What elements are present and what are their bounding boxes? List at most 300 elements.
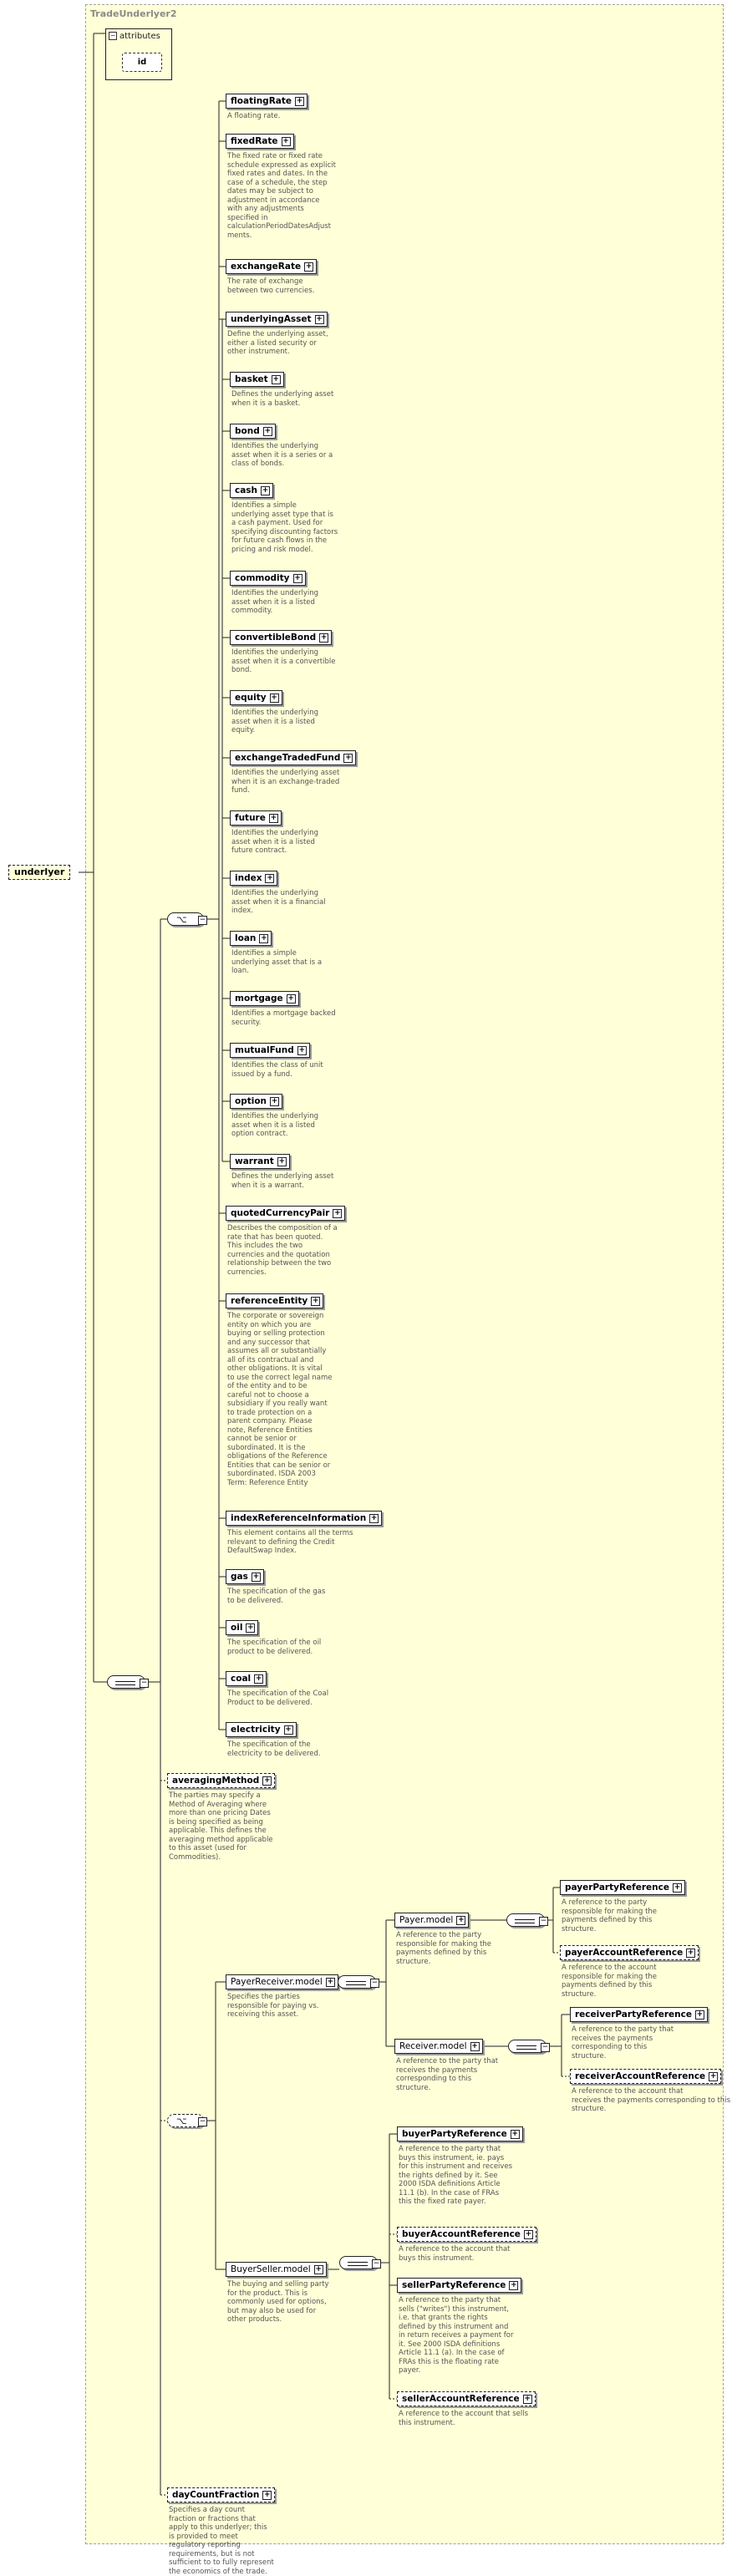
- description-line: the rights defined by it. See: [399, 2172, 512, 2181]
- description-line: payments defined by this: [562, 1916, 657, 1925]
- description-line: DefaultSwap Index.: [227, 1547, 353, 1556]
- description-line: buys this instrument.: [399, 2254, 511, 2264]
- expand-icon[interactable]: +: [509, 2281, 518, 2290]
- description-line: other products.: [227, 2315, 329, 2324]
- element-seller-party-reference[interactable]: [397, 2278, 521, 2293]
- description-line: This element contains all the terms: [227, 1529, 353, 1538]
- description-line: Identifies a simple: [231, 949, 322, 958]
- description-line: structure.: [572, 2105, 730, 2114]
- element-label: option: [235, 1096, 267, 1106]
- element-quoted-currency-pair[interactable]: [226, 1206, 345, 1221]
- collapse-icon[interactable]: −: [372, 2259, 381, 2269]
- expand-icon[interactable]: +: [319, 633, 328, 643]
- element-description: [227, 1588, 325, 1605]
- element-description: [227, 152, 336, 240]
- element-payer-account-reference[interactable]: [560, 1945, 699, 1960]
- expand-icon[interactable]: +: [369, 1514, 379, 1523]
- element-label: cash: [235, 485, 257, 495]
- expand-icon[interactable]: +: [270, 694, 279, 703]
- element-cash[interactable]: [230, 483, 273, 498]
- expand-icon[interactable]: +: [333, 1209, 342, 1218]
- expand-icon[interactable]: +: [709, 2072, 718, 2081]
- element-description: [231, 589, 318, 616]
- element-label: warrant: [235, 1156, 274, 1166]
- description-line: Defines the underlying asset: [231, 1172, 333, 1181]
- expand-icon[interactable]: +: [470, 2042, 480, 2051]
- element-payer-party-reference[interactable]: [560, 1880, 685, 1895]
- description-line: to this asset (used for: [169, 1844, 273, 1853]
- expand-icon[interactable]: +: [343, 754, 353, 763]
- element-mutual-fund[interactable]: [230, 1043, 310, 1058]
- element-description: [227, 1312, 332, 1487]
- element-payer-receiver-model[interactable]: [226, 1974, 338, 1989]
- collapse-icon[interactable]: −: [539, 1917, 548, 1926]
- element-label: receiverAccountReference: [575, 2071, 705, 2081]
- element-loan[interactable]: [230, 931, 272, 946]
- description-line: The specification of the oil: [227, 1639, 321, 1648]
- description-line: entity on which you are: [227, 1321, 332, 1330]
- sequence-receiver[interactable]: [508, 2040, 546, 2053]
- expand-icon[interactable]: +: [523, 2395, 532, 2404]
- expand-icon[interactable]: +: [326, 1978, 335, 1987]
- element-future[interactable]: [230, 810, 282, 826]
- description-line: A reference to the account: [562, 1964, 657, 1973]
- element-label: index: [235, 873, 262, 883]
- description-line: underlying asset type that is: [231, 511, 338, 520]
- sequence-icon: [516, 2045, 536, 2050]
- element-label: equity: [235, 693, 267, 703]
- description-line: 11.1 (b). In the case of FRAs: [399, 2189, 512, 2198]
- choice-party[interactable]: [167, 2114, 204, 2127]
- element-description: [231, 1112, 318, 1139]
- description-line: asset when it is a listed: [231, 1121, 318, 1130]
- element-commodity[interactable]: [230, 571, 306, 586]
- description-line: is provided to meet: [169, 2533, 274, 2542]
- element-exchange-traded-fund[interactable]: [230, 750, 356, 765]
- expand-icon[interactable]: +: [246, 1623, 255, 1633]
- element-label: indexReferenceInformation: [231, 1513, 366, 1523]
- expand-icon[interactable]: +: [269, 814, 278, 823]
- description-line: ments.: [227, 231, 336, 241]
- description-line: future contract.: [231, 846, 318, 856]
- description-line: receives the payments: [396, 2066, 498, 2076]
- element-label: underlyingAsset: [231, 314, 312, 324]
- element-index[interactable]: [230, 871, 277, 886]
- description-line: structure.: [396, 2084, 498, 2093]
- description-line: payments defined by this: [562, 1981, 657, 1990]
- element-label: mutualFund: [235, 1045, 294, 1055]
- collapse-icon[interactable]: −: [198, 916, 207, 925]
- description-line: Product to be delivered.: [227, 1699, 328, 1708]
- description-line: and any successor that: [227, 1339, 332, 1348]
- description-line: A reference to the account that: [399, 2245, 511, 2254]
- sequence-main[interactable]: [107, 1675, 145, 1689]
- expand-icon[interactable]: +: [511, 2130, 520, 2139]
- element-label: exchangeTradedFund: [235, 753, 340, 763]
- expand-icon[interactable]: +: [254, 1674, 263, 1684]
- description-line: structure.: [562, 1925, 657, 1934]
- expand-icon[interactable]: +: [686, 1949, 695, 1958]
- description-line: applicable. This defines the: [169, 1827, 273, 1836]
- element-description: [399, 2296, 514, 2375]
- element-label: payerPartyReference: [565, 1882, 669, 1893]
- sequence-payer[interactable]: [506, 1913, 545, 1927]
- element-description: [231, 1061, 323, 1079]
- sequence-icon: [346, 1981, 366, 1985]
- element-option[interactable]: [230, 1094, 282, 1109]
- description-line: sufficient to to fully represent: [169, 2558, 274, 2568]
- element-bond[interactable]: [230, 424, 276, 439]
- description-line: defined by this instrument and: [399, 2323, 514, 2332]
- description-line: regulatory reporting: [169, 2541, 274, 2550]
- element-description: [572, 2087, 730, 2114]
- description-line: Identifies the underlying: [231, 442, 333, 451]
- description-line: Commodities).: [169, 1853, 273, 1862]
- element-label: exchangeRate: [231, 262, 301, 272]
- element-description: [227, 1993, 318, 2020]
- description-line: The specification of the Coal: [227, 1689, 328, 1699]
- description-line: calculationPeriodDatesAdjust: [227, 222, 336, 231]
- description-line: Entities that can be senior or: [227, 1461, 332, 1471]
- element-coal[interactable]: [226, 1671, 267, 1686]
- element-description: [231, 949, 322, 976]
- element-label: future: [235, 813, 266, 823]
- element-description: [399, 2145, 512, 2207]
- description-line: Identifies a mortgage backed: [231, 1009, 336, 1019]
- description-line: specified in: [227, 214, 336, 223]
- description-line: bond.: [231, 666, 335, 675]
- element-warrant[interactable]: [230, 1154, 290, 1169]
- element-basket[interactable]: [230, 372, 284, 387]
- element-floating-rate[interactable]: [226, 94, 308, 109]
- expand-icon[interactable]: +: [287, 994, 296, 1003]
- description-line: commonly used for options,: [227, 2298, 329, 2307]
- description-line: responsible for making the: [562, 1908, 657, 1917]
- description-line: asset when it is a listed: [231, 838, 318, 847]
- expand-icon[interactable]: +: [282, 137, 291, 146]
- element-description: [399, 2245, 511, 2263]
- description-line: Identifies the underlying: [231, 829, 318, 838]
- description-line: this the fixed rate payer.: [399, 2197, 512, 2207]
- sequence-icon: [348, 2262, 368, 2266]
- description-line: Describes the composition of a: [227, 1224, 338, 1233]
- element-description: [227, 1689, 328, 1707]
- element-underlying-asset[interactable]: [226, 312, 328, 327]
- element-oil[interactable]: [226, 1620, 258, 1635]
- description-line: buying or selling protection: [227, 1329, 332, 1339]
- attribute-id[interactable]: id: [122, 53, 162, 72]
- element-equity[interactable]: [230, 690, 282, 705]
- element-description: [396, 2057, 498, 2092]
- expand-icon[interactable]: +: [265, 874, 274, 883]
- description-line: 2000 ISDA definitions Article: [399, 2180, 512, 2189]
- description-line: relationship between the two: [227, 1259, 338, 1268]
- element-label: BuyerSeller.model: [231, 2264, 311, 2274]
- expand-icon[interactable]: +: [272, 375, 281, 384]
- expand-icon[interactable]: +: [277, 1157, 287, 1166]
- element-receiver-party-reference[interactable]: [570, 2007, 708, 2022]
- description-line: more than one pricing Dates: [169, 1809, 273, 1818]
- element-label: quotedCurrencyPair: [231, 1208, 329, 1218]
- element-label: dayCountFraction: [172, 2490, 259, 2500]
- description-line: Identifies the underlying: [231, 1112, 318, 1121]
- description-line: loan.: [231, 967, 322, 976]
- element-description: [231, 769, 339, 795]
- description-line: currencies and the quotation: [227, 1251, 338, 1260]
- expand-icon[interactable]: +: [695, 2010, 704, 2020]
- description-line: A reference to the party that: [399, 2145, 512, 2154]
- collapse-icon[interactable]: −: [541, 2043, 550, 2052]
- choice-icon: ⌥: [176, 2115, 187, 2127]
- element-day-count-fraction[interactable]: [167, 2487, 275, 2502]
- description-line: class of bonds.: [231, 460, 333, 469]
- expand-icon[interactable]: +: [262, 2491, 272, 2500]
- description-line: with any adjustments: [227, 205, 336, 214]
- description-line: underlying asset that is a: [231, 958, 322, 968]
- description-line: averaging method applicable: [169, 1836, 273, 1845]
- element-convertible-bond[interactable]: [230, 630, 332, 645]
- description-line: A reference to the account that sells: [399, 2410, 528, 2419]
- element-label: averagingMethod: [172, 1776, 259, 1786]
- element-description: [231, 1009, 336, 1027]
- description-line: buys this instrument, ie. pays: [399, 2154, 512, 2163]
- description-line: Defines the underlying asset: [231, 390, 333, 399]
- expand-icon[interactable]: +: [284, 1725, 293, 1735]
- expand-icon[interactable]: +: [261, 486, 270, 495]
- description-line: for this instrument and receives: [399, 2162, 512, 2172]
- description-line: for future cash flows in the: [231, 536, 338, 546]
- expand-icon[interactable]: +: [262, 1776, 272, 1786]
- description-line: Article 11.1 (a). In the case of: [399, 2349, 514, 2358]
- element-description: [231, 501, 338, 554]
- description-line: A reference to the party that: [396, 2057, 498, 2066]
- description-line: case of a schedule, the step: [227, 179, 336, 188]
- description-line: when it is a warrant.: [231, 1181, 333, 1191]
- expand-icon[interactable]: +: [259, 934, 268, 943]
- description-line: A floating rate.: [227, 112, 280, 121]
- element-gas[interactable]: [226, 1569, 264, 1584]
- expand-icon[interactable]: +: [304, 262, 313, 272]
- element-description: [562, 1898, 657, 1933]
- description-line: Identifies the class of unit: [231, 1061, 323, 1070]
- description-line: other instrument.: [227, 348, 328, 357]
- element-description: [231, 1172, 333, 1190]
- description-line: responsible for paying vs.: [227, 2002, 318, 2011]
- description-line: a cash payment. Used for: [231, 519, 338, 528]
- description-line: is being specified as being: [169, 1818, 273, 1827]
- description-line: Identifies a simple: [231, 501, 338, 511]
- description-line: fraction or fractions that: [169, 2515, 274, 2524]
- sequence-buyer-seller[interactable]: [339, 2256, 378, 2269]
- description-line: subsidiary if you really want: [227, 1400, 332, 1409]
- description-line: other obligations. It is vital: [227, 1364, 332, 1374]
- sequence-icon: [515, 1919, 535, 1923]
- element-description: [227, 2280, 329, 2324]
- element-fixed-rate[interactable]: [226, 134, 294, 149]
- element-description: [231, 829, 318, 856]
- element-description: [399, 2410, 528, 2427]
- choice-icon: ⌥: [176, 913, 187, 926]
- element-label: PayerReceiver.model: [231, 1977, 323, 1987]
- description-line: adjustment in accordance: [227, 196, 336, 206]
- description-line: cannot be senior or: [227, 1435, 332, 1444]
- expand-icon[interactable]: +: [524, 2230, 533, 2239]
- collapse-icon[interactable]: −: [109, 32, 117, 40]
- description-line: assumes all or substantially: [227, 1347, 332, 1356]
- description-line: The buying and selling party: [227, 2280, 329, 2289]
- description-line: payer.: [399, 2366, 514, 2375]
- description-line: The corporate or sovereign: [227, 1312, 332, 1321]
- description-line: structure.: [572, 2052, 674, 2061]
- element-label: buyerPartyReference: [402, 2129, 507, 2139]
- element-label: coal: [231, 1674, 251, 1684]
- type-title: TradeUnderlyer2: [90, 8, 176, 19]
- description-line: Identifies the underlying: [231, 889, 326, 898]
- element-description: [227, 330, 328, 357]
- description-line: fixed rates and dates. In the: [227, 170, 336, 179]
- description-line: receives the payments: [572, 2035, 674, 2044]
- element-receiver-account-reference[interactable]: [570, 2069, 721, 2084]
- collapse-icon[interactable]: −: [198, 2117, 207, 2126]
- description-line: option contract.: [231, 1130, 318, 1139]
- description-line: The specification of the: [227, 1740, 321, 1750]
- element-averaging-method[interactable]: [167, 1773, 275, 1788]
- description-line: A reference to the party that: [572, 2025, 674, 2035]
- element-seller-account-reference[interactable]: [397, 2391, 536, 2406]
- description-line: receiving this asset.: [227, 2010, 318, 2020]
- description-line: requirements, but is not: [169, 2550, 274, 2559]
- element-label: Receiver.model: [399, 2041, 467, 2051]
- element-buyer-seller-model[interactable]: [226, 2262, 327, 2277]
- expand-icon[interactable]: +: [270, 1097, 279, 1106]
- expand-icon[interactable]: +: [295, 97, 304, 106]
- description-line: Specifies the parties: [227, 1993, 318, 2002]
- description-line: equity.: [231, 726, 318, 735]
- description-line: A reference to the party that: [399, 2296, 514, 2305]
- element-description: [231, 709, 318, 735]
- description-line: all of its contractual and: [227, 1356, 332, 1365]
- element-exchange-rate[interactable]: [226, 259, 317, 274]
- element-buyer-account-reference[interactable]: [397, 2227, 536, 2242]
- element-buyer-party-reference[interactable]: [397, 2126, 523, 2142]
- element-description: [227, 1639, 321, 1656]
- description-line: The parties may specify a: [169, 1791, 273, 1801]
- expand-icon[interactable]: +: [314, 2265, 323, 2274]
- description-line: index.: [231, 907, 326, 916]
- description-line: The rate of exchange: [227, 277, 314, 287]
- element-description: [227, 1224, 338, 1277]
- description-line: of the entity and to be: [227, 1382, 332, 1391]
- expand-icon[interactable]: +: [456, 1916, 465, 1925]
- description-line: Method of Averaging where: [169, 1801, 273, 1810]
- sequence-payer-receiver[interactable]: [338, 1975, 376, 1989]
- element-description: [572, 2025, 674, 2060]
- element-mortgage[interactable]: [230, 991, 299, 1006]
- description-line: when it is a basket.: [231, 399, 333, 409]
- sequence-icon: [115, 1681, 135, 1685]
- expand-icon[interactable]: +: [263, 427, 272, 436]
- description-line: FRAs this is the floating rate: [399, 2358, 514, 2367]
- element-label: referenceEntity: [231, 1296, 308, 1306]
- description-line: This includes the two: [227, 1242, 338, 1251]
- collapse-icon[interactable]: −: [370, 1979, 379, 1988]
- description-line: corresponding to this: [396, 2075, 498, 2084]
- description-line: it. See 2000 ISDA definitions: [399, 2340, 514, 2350]
- description-line: structure.: [396, 1958, 491, 1967]
- element-payer-model[interactable]: [394, 1913, 469, 1928]
- expand-icon[interactable]: +: [311, 1297, 320, 1306]
- description-line: commodity.: [231, 607, 318, 616]
- description-line: Identifies the underlying: [231, 648, 335, 658]
- expand-icon[interactable]: +: [673, 1883, 682, 1893]
- element-description: [231, 442, 333, 469]
- expand-icon[interactable]: +: [293, 574, 302, 583]
- expand-icon[interactable]: +: [252, 1573, 261, 1582]
- description-line: Identifies the underlying asset: [231, 769, 339, 778]
- description-line: The specification of the gas: [227, 1588, 325, 1597]
- element-description: [227, 1529, 353, 1556]
- description-line: either a listed security or: [227, 339, 328, 348]
- element-electricity[interactable]: [226, 1722, 297, 1737]
- description-line: Identifies the underlying: [231, 589, 318, 598]
- element-index-reference-information[interactable]: [226, 1511, 382, 1526]
- description-line: asset when it is a series or a: [231, 451, 333, 460]
- description-line: dates may be subject to: [227, 187, 336, 196]
- element-label: sellerAccountReference: [402, 2394, 520, 2404]
- description-line: to be delivered.: [227, 1597, 325, 1606]
- element-receiver-model[interactable]: [394, 2039, 483, 2054]
- element-label: commodity: [235, 573, 290, 583]
- description-line: relevant to defining the Credit: [227, 1538, 353, 1547]
- description-line: in return receives a payment for: [399, 2331, 514, 2340]
- description-line: A reference to the party: [396, 1931, 491, 1940]
- description-line: pricing and risk model.: [231, 546, 338, 555]
- description-line: security.: [231, 1019, 336, 1028]
- element-description: [562, 1964, 657, 1999]
- description-line: asset when it is a listed: [231, 598, 318, 607]
- description-line: subordinated. It is the: [227, 1444, 332, 1453]
- description-line: specifying discounting factors: [231, 528, 338, 537]
- collapse-icon[interactable]: −: [140, 1679, 149, 1688]
- description-line: asset when it is a convertible: [231, 658, 335, 667]
- root-element-underlyer[interactable]: underlyer: [8, 865, 70, 880]
- element-description: [231, 390, 333, 408]
- description-line: asset when it is a listed: [231, 718, 318, 727]
- description-line: fund.: [231, 786, 339, 795]
- element-description: [396, 1931, 491, 1966]
- description-line: i.e. that grants the rights: [399, 2314, 514, 2323]
- description-line: Define the underlying asset,: [227, 330, 328, 339]
- description-line: subordinated. ISDA 2003: [227, 1470, 332, 1479]
- element-label: mortgage: [235, 993, 283, 1003]
- expand-icon[interactable]: +: [315, 315, 324, 324]
- element-label: payerAccountReference: [565, 1948, 683, 1958]
- description-line: apply to this underlyer; this: [169, 2523, 274, 2533]
- description-line: for the product. This is: [227, 2289, 329, 2299]
- description-line: currencies.: [227, 1268, 338, 1278]
- element-description: [231, 889, 326, 916]
- description-line: to trade protection on a: [227, 1409, 332, 1418]
- description-line: receives the payments corresponding to this: [572, 2096, 730, 2106]
- choice-asset[interactable]: [167, 912, 204, 926]
- expand-icon[interactable]: +: [297, 1046, 307, 1055]
- element-label: oil: [231, 1623, 242, 1633]
- element-label: basket: [235, 374, 268, 384]
- description-line: corresponding to this: [572, 2043, 674, 2052]
- description-line: parent company. Please: [227, 1417, 332, 1426]
- element-reference-entity[interactable]: [226, 1293, 323, 1308]
- element-description: [227, 1740, 321, 1758]
